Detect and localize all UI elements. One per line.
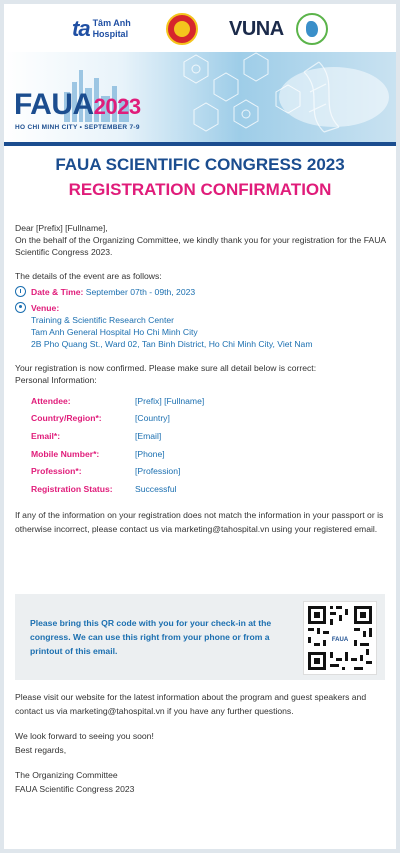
tam-anh-name-2: Hospital	[92, 29, 129, 39]
banner-subtitle: HO CHI MINH CITY • SEPTEMBER 7-9	[15, 124, 140, 131]
asean-emblem-icon	[166, 13, 198, 45]
qr-code-image	[303, 601, 377, 675]
greeting	[15, 222, 387, 258]
logo-bar	[4, 4, 396, 52]
partner-emblem-icon	[296, 13, 328, 45]
info-label: Profession*:	[31, 466, 82, 477]
info-value: [Email]	[135, 430, 162, 441]
salutation: Dear [Prefix] [Fullname],	[15, 223, 108, 233]
forward-text: We look forward to seeing you soon!	[15, 731, 154, 741]
closing-section	[15, 690, 387, 796]
confirmation-title: REGISTRATION CONFIRMATION	[68, 180, 332, 199]
faua-year: 2023	[93, 94, 141, 119]
thanks-text: On the behalf of the Organizing Committee, we kindly thank you for your registration for the FAUA Scientific Congress 2023.	[15, 235, 386, 257]
venue-line: 2B Pho Quang St., Ward 02, Tan Binh District, Ho Chi Minh City, Viet Nam	[31, 339, 313, 349]
faua-name: FAUA	[14, 88, 94, 121]
info-value: [Phone]	[135, 448, 165, 459]
congress-title: FAUA SCIENTIFIC CONGRESS 2023	[55, 155, 345, 174]
info-row	[31, 480, 387, 498]
confirm-text: Your registration is now confirmed. Please make sure all detail below is correct:	[15, 363, 317, 373]
faua-wordmark	[14, 88, 141, 122]
qr-instructions: Please bring this QR code with you for your check-in at the congress. We can use this right from your phone or from a printout of this email.	[30, 618, 272, 656]
event-venue-row	[15, 302, 387, 350]
signature-line-1: The Organizing Committee	[15, 770, 118, 780]
event-banner	[4, 52, 396, 142]
signature-line-2: FAUA Scientific Congress 2023	[15, 784, 135, 794]
info-label: Mobile Number*:	[31, 448, 100, 459]
date-label: Date & Time:	[31, 287, 84, 297]
venue-line: Tam Anh General Hospital Ho Chi Minh City	[31, 327, 198, 337]
info-value: [Country]	[135, 413, 170, 424]
event-intro: The details of the event are as follows:	[15, 271, 162, 281]
location-pin-icon	[15, 302, 26, 313]
website-text: Please visit our website for the latest information about the program and guest speakers and contact us via marketing@tahospital.vn if you have any further questions.	[15, 692, 367, 716]
tam-anh-logo	[72, 12, 131, 46]
venue-line: Training & Scientific Research Center	[31, 315, 174, 325]
partner-logo	[296, 12, 328, 46]
personal-info-table	[31, 392, 387, 498]
email-body	[15, 222, 387, 536]
info-label: Country/Region*:	[31, 413, 102, 424]
info-label: Attendee:	[31, 395, 71, 406]
info-value: [Prefix] [Fullname]	[135, 395, 205, 406]
regards-text: Best regards,	[15, 745, 67, 755]
vuna-logo	[229, 12, 284, 46]
asean-logo	[166, 12, 198, 46]
info-row	[31, 392, 387, 410]
info-row	[31, 410, 387, 428]
banner-divider	[4, 142, 396, 146]
event-date-row	[15, 286, 387, 298]
sign-off	[15, 729, 387, 757]
date-value: September 07th - 09th, 2023	[85, 287, 196, 297]
tam-anh-name-1: Tâm Anh	[92, 18, 131, 28]
info-label: Registration Status:	[31, 483, 113, 494]
info-row	[31, 427, 387, 445]
info-label: Email*:	[31, 430, 61, 441]
info-value: Successful	[135, 483, 177, 494]
personal-info-heading: Personal Information:	[15, 375, 97, 385]
venue-label: Venue:	[31, 303, 60, 313]
qr-checkin-box	[15, 594, 385, 680]
vuna-wordmark: VUNA	[229, 18, 284, 40]
mismatch-text: If any of the information on your registration does not match the information in your passport or is otherwise incorrect, please contact us via marketing@tahospital.vn using your registered email.	[15, 509, 384, 534]
qr-logo-label: FAUA	[331, 637, 349, 643]
qr-code-icon	[304, 602, 376, 674]
clock-icon	[15, 286, 26, 297]
info-row	[31, 445, 387, 463]
signature	[15, 768, 387, 796]
info-row	[31, 462, 387, 480]
info-value: [Profession]	[135, 466, 181, 477]
tam-anh-mark: ta	[72, 16, 90, 41]
